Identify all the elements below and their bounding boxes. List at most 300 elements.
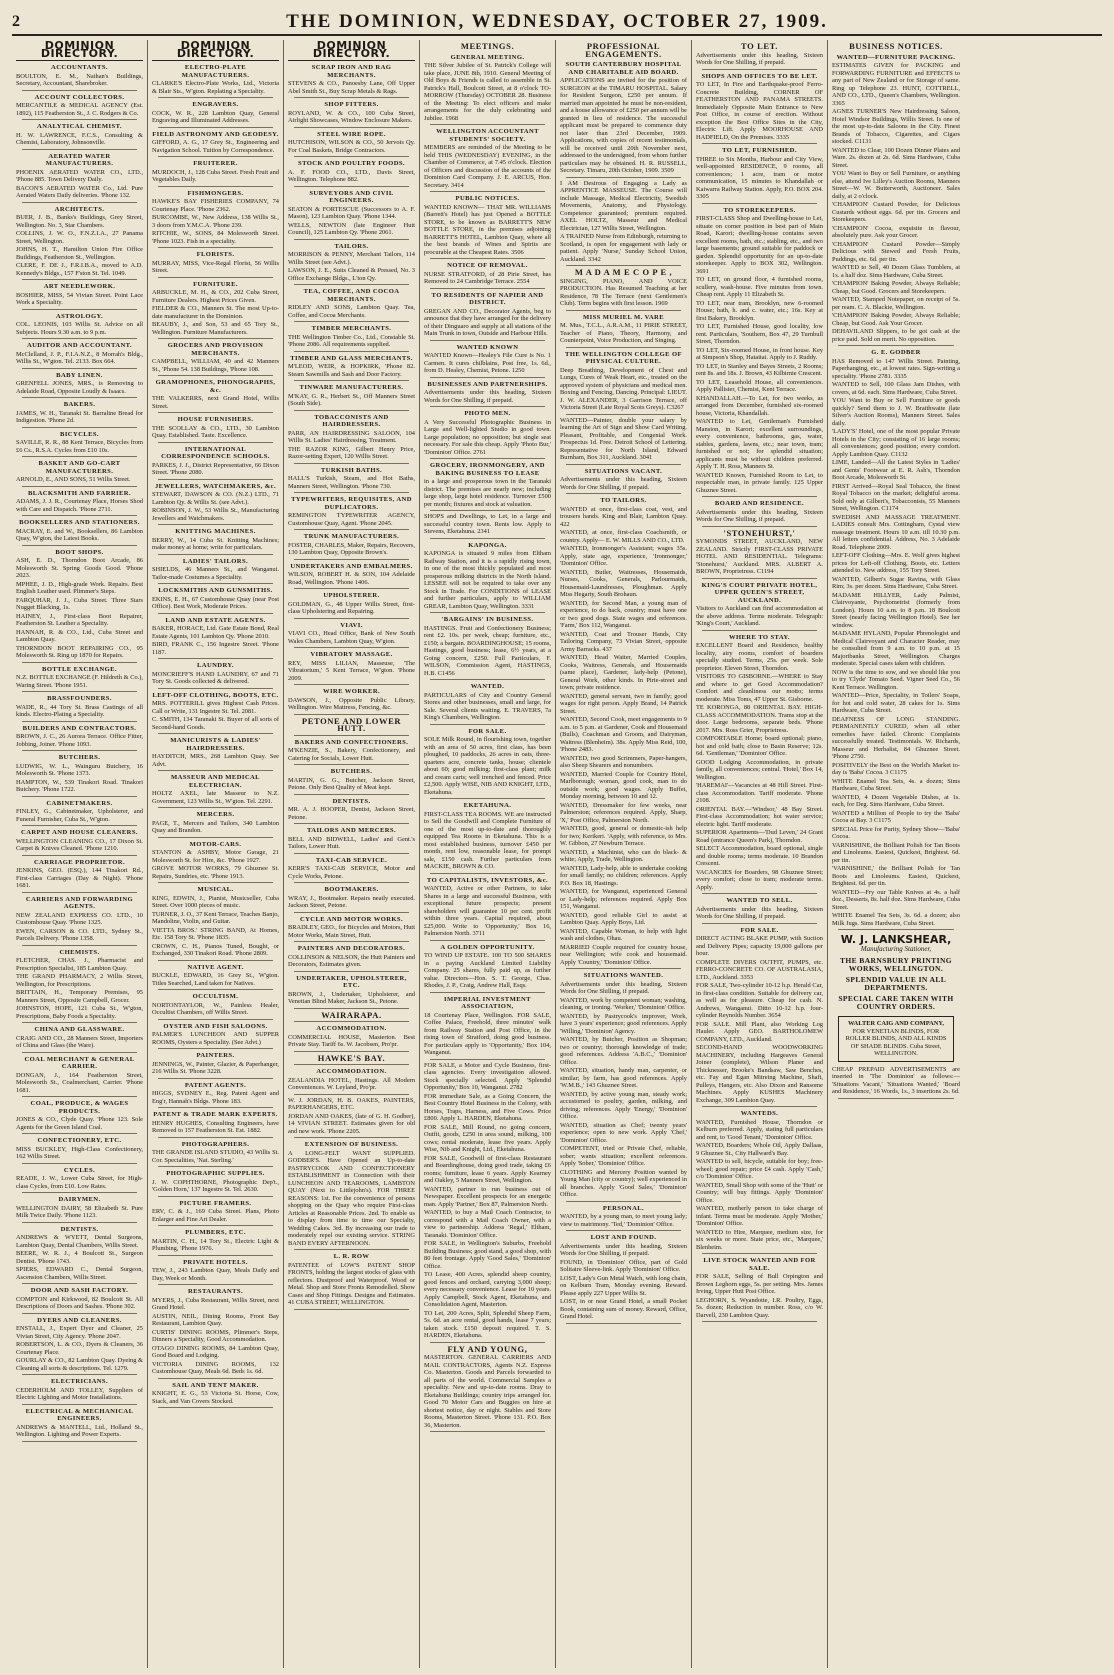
divider (294, 380, 409, 381)
listing-entry: TO Lease, 400 Acres, splendid sheep country, good fences and orchard, carrying 3,000 sheep; every necessary convenience. Lease for 10 years. Apply Campbell, Stock Agent, Eketahuna, and Consolidation Agent, Masterton. (424, 1271, 551, 1308)
section-heading: BUILDERS AND CONTRACTORS. (22, 724, 137, 732)
listing-entry: WANTED, Stamped Notepaper, on receipt of 5s. per ream. C. A. Blackie, Wellington. (832, 296, 960, 311)
listing-entry: 'CHAMPION' Custard Powder, for Delicious Custards without eggs. 6d. per tin. Grocers and Storekeepers. (832, 201, 960, 223)
listing-entry: FIRST-CLASS Shop and Dwelling-house to Let, situate on corner position in best part of Main Road, Karori; dwelling-house contains seven excellent rooms, bath, etc.; stabling, etc., and two large basements; ground suitable for paddock or garden. Splendid opportunity for an up-to-date storekeeper. Apply to BOX 302, Wellington. 3691 (696, 215, 823, 275)
listing-entry: THE SCOLLAY & CO., LTD., 30 Lambton Quay. Established. Taste. Excellence. (152, 424, 279, 439)
section-heading: TEA, COFFEE, AND COCOA MERCHANTS. (303, 288, 400, 303)
listing-entry: KAPONGA is situated 9 miles from Eltham Railway Station, and it is a rapidly rising town, in one of the most thickly populated and most prosperous milking districts in the North Island. LESSEE will not be required to take over any Stock in Trade. For CONDITIONS of LEASE and further particulars, apply to WILLIAM GREAR, Lambton Quay, Wellington. 3331 (424, 550, 551, 610)
divider (158, 1019, 273, 1020)
listing-entry: MURRAY, MISS, Vice-Regal Florist, 56 Willis Street. (152, 259, 279, 274)
section-heading: COAL, PRODUCE, & WAGES PRODUCTS. (30, 1100, 129, 1115)
section-heading: TINWARE MANUFACTURERS. (299, 384, 404, 391)
section-heading: ACCOUNTANTS. (51, 64, 108, 71)
listing-entry: ANDREWS & WYETT, Dental Surgeons, Lambton Quay, Dental Chambers, Willis Street. (16, 1234, 143, 1249)
divider (430, 798, 545, 799)
listing-entry: ESTIMATES GIVEN for PACKING and FORWARDING FURNITURE and EFFECTS to any part of New Zealand or for Storage of same. Ring up Telephone 23. HUNT, COTTRELL, AND CO., LTD., Queen's Chambers, Wellington. 3365 (832, 62, 960, 107)
listing-entry: MURDOCH, J., 128 Cuba Street. Fresh Fruit and Vegetables Daily. (152, 168, 279, 183)
divider (430, 191, 545, 192)
section-heading: MERCERS. (196, 811, 235, 818)
ad-line: Manufacturing Stationer, (860, 944, 932, 953)
listing-entry: WANTED to Sell, 40 Dozen Glass Tumblers, at 1s. a half doz. Sims Hardware, Cuba Street. (832, 264, 960, 279)
listing-entry: WANTED, Butler, Waitresses, Housemaids, Nurses, Cooks, Generals, Parlourmaids, Housemaid-Laundresses, Ploughman. Apply Miss Hegarty, South Brohaun. (560, 568, 687, 598)
listing-entry: PALMER'S LUNCHEON AND SUPPER ROOMS, Oysters a Speciality. (See Advt.) (152, 1031, 279, 1046)
listing-entry: CLARKE'S Electro-Plate Works, Ltd., Victoria & Blair Sts., W'gton. Replating a Speciality. (152, 80, 279, 95)
listing-entry: AGNES TURNER'S New Hairdressing Saloon, Hotel Windsor Buildings, Willis Street. Is one of the most up-to-date Saloons in the City. Finest Brands of Tobacco, Cigarettes, and Cigars stocked. C1131 (832, 108, 960, 145)
section-heading: TAILORS. (334, 242, 369, 250)
section-heading: BUTCHERS. (330, 768, 373, 775)
section-heading: DYERS AND CLEANERS. (37, 1316, 122, 1324)
listing-entry: TURNER, J. O., 37 Kent Terrace, Teaches Banjo, Mandoline, Violin, and Guitar. (152, 910, 279, 925)
listing-entry: NOW is the time to sow, and we should like you to try 'Clyde' Tomato Seed. Vigner Seed Co., 56 Kent Terrace. Wellington. (832, 668, 960, 691)
listing-entry: WANTED to Sell, 100 Glass Jam Dishes, with covers, at 6d. each. Sims Hardware, Cuba Street. (832, 381, 960, 396)
listing-entry: TO LET, in Stanley and Bayes Streets, 2 Rooms; rent 8s. and 18s. J. Brown, 43 Kilbirnie Crescent. (696, 362, 823, 377)
section-heading: LIVE STOCK WANTED AND FOR SALE. (703, 1257, 816, 1272)
divider (702, 1321, 817, 1322)
section-heading: CARRIAGE PROPRIETOR. (33, 858, 126, 866)
section-heading: RESTAURANTS. (187, 1288, 244, 1295)
divider (294, 1021, 409, 1022)
section-heading: HOUSE FURNISHERS. (177, 416, 254, 423)
listing-entry: LOST, Lady's Gun Metal Watch, with long chain, on Kelburn Tram, Monday evening. Reward. Please apply 227 Upper Willis St. (560, 1274, 687, 1297)
section-heading: ACCOMMODATION. (316, 1068, 387, 1075)
section-heading: FLORISTS. (196, 251, 235, 258)
divider (158, 613, 273, 614)
section-heading: WANTED—FURNITURE PACKING. (836, 53, 956, 61)
section-heading: PETONE AND LOWER HUTT. (301, 715, 402, 733)
listing-entry: FOSTER, CHARLES, Maker, Repairs, Recovers, 130 Lambton Quay, Opposite Brown's. (288, 541, 416, 556)
listing-entry: HENRY HUGHES, Consulting Engineers, have Removed to 157 Featherston St. Est. 1882. (152, 1119, 279, 1134)
listing-entry: A. F. FOOD CO., LTD., Davis Street, Wellington. Telephone 882. (288, 168, 415, 183)
listing-entry: HAS Removed to 147 Willis Street. Painting, Paperhanging, etc., at lowest rates. Sign-writing a speciality. 'Phone 2781. 3335 (832, 357, 960, 380)
listing-entry: BROWN, J., Undertaker, Upholsterer, and Venetian Blind Maker, Jackson St., Petone. (288, 990, 415, 1005)
listing-entry: VICTORIA DINING ROOMS, 132 Customhouse Quay, Meals 6d. Beds 1s. 6d. (152, 1360, 279, 1375)
listing-entry: ARNOLD, E., AND SONS, 51 Willis Street. (16, 476, 131, 483)
listing-entry: THE RAZOR KING, Gilbert Henry Price, Razor-setting Expert, 120 Willis Street. (288, 445, 415, 460)
divider (22, 202, 137, 203)
section-heading: WANTEDS. (740, 1110, 779, 1117)
section-heading: TOBACCONISTS AND HAIRDRESSERS. (314, 413, 389, 428)
listing-entry: CURTIS' DINING ROOMS, Plimmer's Steps, Dinners a Speciality, Good Accommodation. (152, 1328, 279, 1343)
divider (294, 618, 409, 619)
listing-entry: DONGAN, J., 164 Featherston Street, Molesworth St., Coalmerchant, Carrier. 'Phone 1681. (16, 1071, 143, 1094)
listing-entry: WANTED, Ironmonger's Assistant; wages 35s. Apply, state age, experience, 'Ironmonger,' 'Dominion' Office. (560, 545, 687, 567)
listing-entry: WANTED, Furnished House, Thorndon or Kelburn preferred. Apply, stating full particulars and rent, to 'Good Tenant,' 'Dominion' Office. (696, 1118, 823, 1141)
section-heading: GROCERS AND PROVISION MERCHANTS. (167, 342, 264, 357)
listing-entry: REY, MISS LILIAN, Masseuse, 'The Vibratorium,' 5 Kent Terrace, W'gton. 'Phone 2009. (288, 659, 415, 682)
listing-entry: FINLEY, G., Cabinetmaker, Upholsterer, and Funeral Furnisher, Cuba St., W'gton. (16, 808, 143, 823)
section-heading: CARRIERS AND FORWARDING AGENTS. (25, 895, 134, 910)
listing-entry: WANTED, at once, first-class Coachsmith, or country. Apply— E. W. MILLS AND CO., LTD. (560, 529, 687, 544)
listing-entry: WANTED at once, first-class coat, vest, and trousers hands. King and Blair, Lambton Quay. 422 (560, 505, 687, 528)
divider (430, 124, 545, 125)
divider (294, 410, 409, 411)
listing-entry: EXCELLENT Board and Residence, healthy locality, airy rooms, comfort of boarders specially studied. Terms, 25s. per week. Sole proprietor. Eleven Street, Thorndon. (696, 642, 823, 672)
divider (158, 1048, 273, 1049)
section-heading: BOOT SHOPS. (55, 548, 104, 556)
divider (294, 97, 409, 98)
divider (566, 1323, 681, 1324)
listing-entry: WANTED, by active young man, steady work; accustomed to poultry, garden, milking, and driving; references. Apply 'Energy,' 'Dominion' Office. (560, 1090, 687, 1120)
section-heading: BAKERS AND CONFECTIONERS. (294, 738, 409, 746)
listing-entry: HASTINGS. Fruit and Confectionery Business; rent £2. 10s. per week, cheap; furniture, etc., £150; a bargain. BOARDINGHOUSE; 15 rooms, Hastings, good business; lease, 6½ years, at a Going concern, £250. Full Particulars, F. WILSON, Commission Agent, HASTINGS, H.B. C1456 (424, 624, 551, 677)
section-heading: LEFT-OFF CLOTHING, BOOTS, ETC. (152, 691, 279, 699)
section-heading: WANTED KNOWN (456, 343, 519, 351)
divider (158, 1255, 273, 1256)
listing-entry: MR. A. J. HOOPER, Dentist, Jackson Street, Petone. (288, 806, 415, 821)
listing-entry: TO LET, In Fire and Earthquake-proof Ferro-Concrete Building, CORNER OF FEATHERSTON AND PANAMA STREETS. Immediately Opposite Main Entrance to New Post Office, in course of erection. Without exception the Best Office Sites in the City, Electric Lift. Apply MOORHOUSE AND HADFIELD, On the Premises. 3335 (696, 81, 823, 141)
divider (294, 714, 409, 715)
listing-entry: TO WIND UP ESTATE. 100 TO 500 SHARES in a paying Auckland Limited Liability Company. 25 shares, fully paid up, as further value. Directors—Hon. S. T. George, Chas. Rhodes, J. P., Craig, Andrew Hall, Esqs. (424, 952, 551, 989)
listing-entry: MORRISON & PENNY, Merchant Tailors, 114 Willis Street (see Advt.). (288, 251, 415, 266)
listing-entry: FOR SALE, a Motor and Cycle Business, first-class agencies. Every investigation allowed. Stock specially selected. Apply 'Splendid Opportunity,' Box 10, Wanganui. 2782 (424, 1061, 551, 1091)
divider (430, 940, 545, 941)
listing-entry: THE GRANDE ISLAND STUDIO, 43 Willis St. Cor. Specialities, 'Nat. Sterling.' (152, 1149, 279, 1164)
listing-entry: LEGHORN, S. Wyandotte, I.R. Poultry, Eggs, 5s. dozen; Reduction in number. Ross, c/o W. Darvell, 230 Lambton Quay. (696, 1296, 823, 1319)
listing-entry: DEHAVILAND Slippers, to be got cash at the price paid. Sold on merit. No opposition. (832, 328, 960, 343)
divider (22, 149, 137, 150)
listing-entry: JONES & CO., Clyde Quay. 'Phone 123. Sole Agents for the Green Island Coal. (16, 1116, 143, 1131)
listing-entry: BOULTON, E. M., Nathan's Buildings, Secretary, Accountant, Sharebroker. (16, 72, 143, 87)
section-heading: OYSTER AND FISH SALOONS. (163, 1022, 268, 1030)
listing-entry: H. W. LAWRENCE, F.C.S., Consulting & Chemist, Laboratory, Johnsonville. (16, 131, 143, 146)
section-heading: STOCK AND POULTRY FOODS. (298, 160, 405, 167)
section-heading: 'STONEHURST,' (723, 527, 796, 538)
listing-entry: WANTED—Fry our Table Knives at 4s. a half doz., Desserts, 8s. half doz. Sims Hardware, Cuba Street. (832, 888, 960, 911)
listing-entry: CHEAP PREPAID ADVERTISEMENTS are inserted in 'The Dominion' as follows:— 'Situations Vacant,' 'Situations Wanted,' 'Board and Residence,' 16 Words, 1s., 3 insertions 2s. 6d. (832, 1065, 960, 1095)
section-heading: FIELD ASTRONOMY AND GEODESY. (152, 130, 279, 138)
divider (430, 340, 545, 341)
section-heading: SITUATIONS WANTED. (583, 972, 664, 979)
section-heading: FRUITERER. (193, 160, 238, 167)
divider (294, 823, 409, 824)
divider (566, 310, 681, 311)
divider (22, 486, 137, 487)
divider (838, 345, 954, 346)
section-heading: ELECTRICAL & MECHANICAL ENGINEERS. (25, 1407, 134, 1422)
listing-entry: BUCKLE, EDWARD, 16 Grey St., W'gton. Titles Searched, Land taken for Natives. (152, 972, 279, 987)
listing-entry: TO LET, Leasehold House, all conveniences. Apply Pallister, Chemist, Kent Terrace. (696, 378, 823, 393)
listing-entry: WANTED Known, Furnished Room to Let, to respectable man, in private family. 125 Upper Ghuznee Street. (696, 471, 823, 494)
divider (294, 684, 409, 685)
listing-entry: Advertisements under this heading, Sixteen Words for One Shilling, if prepaid. (424, 389, 551, 404)
divider (22, 1313, 137, 1314)
listing-entry: COL. LEONIS, 103 Willis St. Advice on all Subjects. Hours 9.30 a.m. to 9 p.m. (16, 321, 143, 336)
section-heading: WIRE WORKER. (322, 688, 381, 695)
section-heading: TO TAILORS. (600, 497, 647, 504)
divider (158, 277, 273, 278)
listing-entry: GIFFORD, A. G., 17 Grey St., Engineering and Navigation School. Tuition by Correspondence. (152, 139, 279, 154)
divider (158, 1137, 273, 1138)
listing-entry: KERR'S TAXI-CAB SERVICE, Motor and Cycle Works, Petone. (288, 865, 415, 880)
section-heading: TIMBER MERCHANTS. (311, 325, 392, 332)
divider (22, 796, 137, 797)
listing-entry: Advertisements under this heading, Sixteen Words for One Shilling, if prepaid. (560, 980, 687, 995)
masthead (12, 10, 1102, 36)
listing-entry: WANTED, Second Cook, meet engagements to 9 a.m. to 5 p.m. at Gardener, Cook and Housemaid (Bulls), Coachman and Groom, and Dairyman, Waitress (Blenheim). 38s. Apply Miss Reid, 100, 'Phone 2483. (560, 716, 687, 753)
section-heading: COAL MERCHANT & GENERAL CARRIER. (24, 1055, 135, 1070)
section-heading: FLY AND YOUNG, (447, 1343, 528, 1354)
divider (22, 90, 137, 91)
divider (158, 770, 273, 771)
column-3 (284, 40, 420, 1668)
divider (158, 837, 273, 838)
listing-entry: WANTED Known—Healey's File Cure is No. 1 Carmen. It cures chilblains, Post free, 1s. 6d., from D. Healey, Chemist, Petone. 1250 (424, 352, 551, 374)
listing-entry: HAWKE'S BAY FISHERIES COMPANY, 74 Courtenay Place. 'Phone 2362. (152, 198, 279, 213)
divider (294, 794, 409, 795)
section-heading: MANICURISTS & LADIES' HAIRDRESSERS. (170, 737, 261, 752)
listing-entry: WANTED, for Wanganui, experienced General or Lady-help; references required. Apply Box 151, Wanganui. (560, 888, 687, 910)
listing-entry: ROYLAND, W. & CO., 100 Cuba Street, Airlight Showcases, Window Enclosure Makers. (288, 109, 415, 124)
section-heading: CYCLES. (63, 1166, 96, 1174)
listing-entry: DIRECT ACTING BLAKE PUMP, with Suction and Delivery Pipes; capacity 19,000 gallons per hour. (696, 935, 823, 957)
divider (430, 377, 545, 378)
section-heading: PLUMBERS, ETC. (185, 1229, 246, 1236)
divider (158, 186, 273, 187)
divider (566, 968, 681, 969)
listing-entry: 'CHAMPION' Custard Powder—Simply Delicious with Stewed and Fresh Fruits, Puddings, etc. 6d. per tin. (832, 240, 960, 263)
listing-entry: COMMERCIAL HOUSE, Masterton. Best Private Stay. Tariff 6s. W. Jacobsen, Pro'pr. (288, 1033, 415, 1048)
section-heading: ACCOMMODATION. (316, 1025, 387, 1032)
listing-entry: WELLINGTON CLEANING CO., 17 Dixon St. Carpet & Knives Cleaned. 'Phone 1210. (16, 837, 143, 852)
listing-entry: STEWART, DAWSON & CO. (N.Z.) LTD., 71 Lambton Qy. & Willis St. (see Advt.). (152, 491, 279, 506)
section-heading: CARPET AND HOUSE CLEANERS. (21, 829, 138, 836)
divider (294, 853, 409, 854)
section-heading: 'BARGAINS' IN BUSINESS. (441, 616, 534, 623)
listing-entry: MISS BUCKLEY, High-Class Confectionery, 162 Willis Street. (16, 1145, 143, 1160)
divider (294, 284, 409, 285)
divider (430, 258, 545, 259)
divider (838, 1098, 954, 1099)
listing-entry: SUPERIOR Apartments—'Dud Leven,' 24 Grant Road (entrance Queen's Park), Thorndon. (696, 829, 823, 844)
section-heading: LOCKSMITHS AND GUNSMITHS. (158, 587, 273, 594)
divider (294, 1249, 409, 1250)
listing-entry: 'CHAMPION' Baking Powder, Always Reliable; Cheap, but Good. Grocers and Storekeepers. (832, 280, 960, 295)
listing-entry: FARQUHAR, J. J., Cuba Street. Three Stars Nugget Blacking, 1s. (16, 596, 143, 611)
section-heading: TRUNK MANUFACTURERS. (303, 533, 400, 540)
divider (22, 397, 137, 398)
divider (430, 1059, 545, 1060)
section-heading: GRAMOPHONES, PHONOGRAPHS, &c. (155, 379, 276, 394)
section-heading: EXTENSION OF BUSINESS. (304, 1141, 399, 1148)
listing-entry: A LONG-FELT WANT SUPPLIED. GODBER'S. Have Opened an Up-to-date PASTRYCOOK AND CONFECTIONERY ESTABLISHMENT in Connection with their LUNCHEON AND TEAROOMS, LAMBTON QUAY (Next to Littlejohn's). FOR THREE REASONS: 1st. For the convenience of persons shopping on the Quay who require First-class Articles at Reasonable Prices. 2nd. To enable us to display from time to time our Specialty, Wedding Cakes. 3rd. By increasing our trade to moderately repel our existing service. STRING BAND EVERY AFTERNOON. (288, 1149, 415, 1247)
listing-entry: WANTED to Clear, 100 Dozen Dinner Plates and Ware. 2s. dozen at 2s. 6d. Sims Hardware, Cuba Street. (832, 146, 960, 169)
divider (158, 1166, 273, 1167)
section-heading: BOOKSELLERS AND STATIONERS. (19, 519, 140, 526)
divider (158, 1225, 273, 1226)
listing-entry: CROWN, C. H., Pianos Tuned, Bought, or Exchanged, 330 Tinakori Road. 'Phone 2809. (152, 942, 279, 957)
column-5 (556, 40, 692, 1668)
section-heading: PUBLIC NOTICES. (455, 195, 520, 202)
listing-entry: TO LET, Furnished House, good locality, low rent. Particulars, 'Southern, Box 47, 29 Turnbull Street, Thorndon. (696, 323, 823, 345)
listing-entry: NURSE STRATFORD, of 28 Pirie Street, has Removed to 24 Cambridge Terrace. 2554 (424, 270, 551, 285)
section-heading: PHOTOGRAPHERS. (181, 1140, 250, 1148)
divider (294, 239, 409, 240)
listing-entry: SECOND-HAND WOODWORKING MACHINERY, including Hargeaves General Joiner (complete), Wilson Planer and Thicknesser, Brooke's Bandsaw, Saw Benches, etc. Fay and Egan Mitreing Machine, Shaft, Pulleys, Hangers, etc. Also Dixon and Ransome Machines. Apply KUSHES Machinery Exchange, 309 Lambton Quay. (696, 1044, 823, 1104)
divider (158, 247, 273, 248)
section-heading: UNDERTAKERS AND EMBALMERS. (290, 562, 413, 570)
listing-entry: SWEDISH AND MASSAGE TREATMENT. LADIES consult Mrs. Cottingham, Cystal view massage treatment. Hours 10 a.m. till 10.30 p.m. All letters confidential. Address, No. 3 Adelaide Road. Telephone 2009. (832, 513, 960, 551)
listing-entry: FIRST-CLASS TEA ROOMS. WE are instructed to Sell the Goodwill and Complete Furniture of one of the most up-to-date and thoroughly equipped Tea Rooms in Eketahuna. This is a most established business, turnover £450 per month, rent low, reasonable lease, for prompt sale, £150 cash. Further particulars from MACKIE, BROWN & CO. (424, 810, 551, 870)
listing-entry: REMINGTON TYPEWRITER AGENCY, Customhouse Quay, Agent. 'Phone 2045. (288, 512, 415, 527)
divider (158, 989, 273, 990)
divider (702, 578, 817, 579)
divider (566, 177, 681, 178)
divider (566, 493, 681, 494)
section-heading: FISHMONGERS. (187, 189, 244, 197)
section-heading: BRASSFOUNDERS. (47, 695, 112, 702)
section-heading: LAND AND ESTATE AGENTS. (165, 616, 266, 624)
listing-entry: 'CHAMPION' Baking Powder, Always Reliable; Cheap, but Good. Ask Your Grocer. (832, 312, 960, 327)
divider (158, 733, 273, 734)
divider (566, 1201, 681, 1202)
section-heading: LOST AND FOUND. (590, 1234, 657, 1241)
listing-entry: BELL AND BIDWELL, Ladies' and Gent.'s Tailors, Lower Hutt. (288, 835, 415, 850)
listing-entry: OTAGO DINING ROOMS, 84 Lambton Quay, Good Board and Lodging. (152, 1344, 279, 1359)
divider (22, 721, 137, 722)
listing-entry: FOR SALE, in Wellington's Suburbs, Freehold Building Business; good stand, a good shop, with 80 feet frontage. Apply 'Good Sales,' 'Dominion' Office. (424, 1240, 551, 1270)
divider (294, 492, 409, 493)
divider (566, 464, 681, 465)
listing-entry: JENNINGS, W., Painter, Glazier, & Paperhanger, 216 Willis St. 'Phone 3228. (152, 1060, 279, 1075)
listing-entry: THE GRAND PHARMACY, 2 Willis Street, Wellington, for Prescriptions. (16, 973, 143, 988)
section-heading: AUDITOR AND ACCOUNTANT. (26, 342, 132, 349)
section-heading: PERSONAL. (602, 1204, 645, 1212)
divider (430, 510, 545, 511)
listing-entry: TO LET, near tram, Brooklyn, new 6-roomed House; bath, h. and c. water, etc.; 16s. Key at first Bakery, Brooklyn. (696, 299, 823, 322)
listing-entry: THORNDON BOOT REPAIRING CO., 95 Molesworth St. Ring up 1870 for Repairs. (16, 644, 143, 659)
divider (158, 412, 273, 413)
section-heading: EKETAHUNA. (463, 802, 512, 809)
section-heading: PRIVATE HOTELS. (183, 1258, 248, 1266)
section-heading: MASSEUR AND MEDICAL ELECTRICIAN. (171, 774, 260, 789)
divider (566, 414, 681, 415)
listing-entry: WANTED—Painter, double your salary by learning the Art of Sign and Show Card Writing. Pleasant, Profitable, and Congenial Work. Prospectus 1d. Free. Detroit School of Lettering. Representative for North Island, Edward Burnham, Box 311, Auckland. 3041 (560, 416, 687, 461)
divider (22, 945, 137, 946)
listing-entry: WANTED, situation as Chef; twenty years' experience; open to new work. Apply 'Chef,' 'Dominion' Office. (560, 1121, 687, 1144)
section-heading: LADIES' TAILORS. (182, 557, 249, 565)
divider (430, 679, 545, 680)
listing-entry: WANTED, by a young man, to meet young lady; view to matrimony. 'Ted,' 'Dominion' Office. (560, 1213, 687, 1228)
listing-entry: Advertisements under this heading, Sixteen Words for One Shilling, if prepaid. (696, 508, 823, 523)
section-heading: SITUATIONS VACANT. (584, 467, 663, 475)
listing-entry: FIELDER & CO., Manners St. The most Up-to-date manufacturer in the Dominion. (152, 305, 279, 320)
section-heading: PATENT & TRADE MARK EXPERTS. (153, 1111, 278, 1118)
listing-entry: 'LADY'S' Hotel, one of the most popular Private Hotels in the City; consisting of 16 large rooms; all conveniences; good position; every comfort. Apply Lambton Quay. C1132 (832, 428, 960, 458)
section-heading: DENTISTS. (60, 1225, 99, 1233)
divider (158, 1196, 273, 1197)
listing-entry: READE, J. W., Lower Cuba Street, for High-class Cycles, from £10. Low Rates. (16, 1175, 143, 1190)
listing-entry: 18 Courtenay Place, Wellington. FOR SALE, Coffee Palace, Freehold, three minutes' walk from Railway Station and Post Office, in the rising town of Stratford, doing good business. For particulars apply to 'Opportunity,' Box 104, Wanganui. (424, 1011, 551, 1056)
section-heading: TO LET, FURNISHED. (722, 147, 797, 154)
divider (294, 1137, 409, 1138)
listing-entry: MONCRIEFF'S HAND LAUNDRY, 67 and 71 Tory St. Goods collected & delivered. (152, 670, 279, 685)
divider (158, 442, 273, 443)
listing-entry: COLLINS, J. W. O., F.N.Z.I.A., 27 Panama Street, Wellington. (16, 230, 143, 245)
lankshear-advertisement (832, 933, 960, 1011)
listing-entry: HOLTZ AXEL, late Masseur to N.Z. Government, 123 Willis St., W'gton. Tel. 2291. (152, 790, 279, 805)
section-heading: KNITTING MACHINES. (175, 528, 256, 535)
listing-entry: MEMBERS are reminded of the Meeting to be held THIS (WEDNESDAY) EVENING, in the Chamber of Commerce, at 7.45 o'clock. Election of Officers and discussion of the accounts of the Dominion Card Company. J. E. ARCUS, Hon. Secretary. 3414 (424, 144, 551, 189)
listing-entry: THE VALKERRS, next Grand Hotel, Willis Street. (152, 395, 279, 410)
listing-entry: MASTERTON. GENERAL CARRIERS AND MAIL CONTRACTORS, Agents N.Z. Express Co. Masterton. Goods and Parcels forwarded to all parts of the world. Commercial Samples a speciality. New and up-to-date rooms. Dray to Eketahuna Buildings; country trips arranged for. Good 70 Motor Cars and Buggies on hire at shortest notice, day or night. Stables and Store Rooms, Masterton Street. 'Phone 131. P.O. Box 36, Masterton. (424, 1354, 551, 1429)
listing-entry: LUDWIG, W. L., Wainguru Butchery, 16 Molesworth St. 'Phone 1373. (16, 762, 143, 777)
divider (294, 186, 409, 187)
advertiser-name: W. J. LANKSHEAR, (840, 933, 952, 946)
divider (158, 960, 273, 961)
listing-entry: HAYDITCH, MRS., 268 Lambton Quay. See Advt. (152, 753, 279, 768)
divider (22, 691, 137, 692)
section-heading: WHERE TO STAY. (728, 633, 790, 641)
listing-entry: KING, EDWIN, J., Pianist, Musicseller, Cuba Street. Over 1000 pieces of music. (152, 894, 279, 909)
divider (22, 1096, 137, 1097)
listing-entry: WANTED, 4 Dozen Vegetable Dishes, at 1s. each, for Deg. Sims Hardware, Cuba Street. (832, 793, 960, 808)
listing-entry: WILSON, ROBERT H. & SON, 104 Adelaide Road, Wellington. 'Phone 1406. (288, 571, 415, 586)
listing-entry: BACON'S AERATED WATER Co., Ltd. Pure Aerated Waters Daily deliveries. 'Phone 132. (16, 184, 143, 199)
divider (22, 119, 137, 120)
listing-entry: BIRD, FRANK C., 156 Ingestre Street. 'Phone 1187. (152, 641, 279, 656)
listing-entry: FOR SALE, Goodwill of first-class Restaurant and Boardinghouse, doing good trade, taking £6 rooms; furniture, lease 6 years. Apply Kearney and Oakley, 5 Manners Street, Wellington. (424, 1154, 551, 1184)
section-heading: UNDERTAKER, UPHOLSTERER, ETC. (296, 974, 407, 989)
ad-line: FOR VENETIAN BLINDS, FOR ROLLER BLINDS, AND ALL KINDS OF SHADE BLINDS. Cuba Street, WELLINGTON. (845, 1027, 947, 1057)
divider (294, 1051, 409, 1052)
divider (294, 463, 409, 464)
listing-entry: WANTED, Active or other Partners, to take Shares in a large and successful Business, with exceptional future prospects; present shareholders will guarantee 10 per cent. profit within three years. Capital required, about £25,000. Write to 'Opportunity,' Box 16, Palmerston North. 3711 (424, 885, 551, 937)
section-heading: TO CAPITALISTS, INVESTORS, &c. (426, 876, 549, 884)
section-heading: AERATED WATER MANUFACTURERS. (45, 152, 114, 167)
listing-entry: BOSHIER, MISS, 54 Vivian Street. Point Lace Work a Speciality. (16, 291, 143, 306)
section-heading: GROCERY, IRONMONGERY, AND BAKING BUSINESS TO LEASE (430, 462, 545, 477)
listing-entry: CEDERHOLM AND TOLLEY, Suppliers of Electric Lighting and Motor Installations. (16, 1386, 143, 1401)
listing-entry: WHITE Enamel Tea Sets, 3s. 6d. a dozen; also Milk Jugs. Sims Hardware, Cuba Street. (832, 912, 960, 927)
divider (158, 807, 273, 808)
divider (430, 992, 545, 993)
listing-entry: WANTED to sell, bicycle, suitable for boy; free-wheel; good repair; price £4 cash. Apply 'Cash,' c/o 'Dominion' Office. (696, 1158, 823, 1180)
section-heading: WANTED TO SELL. (726, 897, 793, 904)
divider (294, 529, 409, 530)
section-heading: VIBRATORY MASSAGE. (310, 651, 393, 658)
listing-entry: RITCHIE, W., SONS, 84 Molesworth Street. 'Phone 1023. Fish in a speciality. (152, 230, 279, 245)
directory-heading: DOMINION DIRECTORY. (288, 40, 415, 61)
section-heading: ANALYTICAL CHEMIST. (37, 123, 122, 130)
listing-entry: WANTED, Boarders; Whole Oil, Apply Dallaas, 9 Ghuznee St., City Hallward's Bay. (696, 1142, 823, 1157)
listing-entry: CLOTHING and Mercery Position wanted by Young Man (city or country); well experienced in all branches. Apply 'Good Sales,' 'Dominion' Office. (560, 1168, 687, 1198)
listing-entry: PATENTEE of LOW'S PATENT SHOP FRONTS, holding the largest stocks of glass with reflectors. Dustproof and Waterproof. Wood or Metal. Shop and Store Fronts Remodelled. Show Cases and Shop Fittings. Designs and Estimates. 41 CUBA STREET, WELLINGTON. (288, 1261, 415, 1306)
divider (22, 1163, 137, 1164)
boxed-advertisement (838, 1016, 954, 1062)
column-6 (692, 40, 828, 1668)
divider (158, 156, 273, 157)
listing-entry: PARR, AN HAIRDRESSING SALOON, 104 Willis St. Ladies' Hairdressing, Treatment. (288, 429, 415, 444)
listing-entry: WANTED to Let, Gentleman's Furnished Mansion, in Karori; excellent surroundings, every convenience, bathrooms, gas, water, stables, gardens, lawns, etc.; near town, tram; furnished or not; for splendid situation; applicants must be without children preferred. Apply T. H. Ross, Manners St. (696, 418, 823, 470)
divider (22, 1283, 137, 1284)
listing-entry: ENSTALL, J., Expert Dyer and Cleaner, 25 Vivian Street, City Agency. 'Phone 2047. (16, 1325, 143, 1340)
listing-entry: BROWN, J. C., 26 Aurora Terrace. Office Fitter, Jobbing, Joiner. 'Phone 1093. (16, 733, 143, 748)
listing-entry: WANTED, Married Couple for Country Hotel, Marlborough; woman, good cook, man to do outside work; good wages. Apply Buffet, Monday morning, between 10 and 12. (560, 770, 687, 800)
section-heading: SURVEYORS AND CIVIL ENGINEERS. (309, 189, 394, 204)
divider (430, 1342, 545, 1343)
listing-entry: MARRIED Couple required for country house, near Wellington; wife cook and housemaid. Apply 'Country,' 'Dominion' Office. (560, 943, 687, 966)
listing-entry: PHOENIX AERATED WATER CO., LTD., 'Phone 885. Town Delivery Daily. (16, 168, 143, 183)
listing-entry: BRITTAIN, H., Temporary Premises, 95 Manners Street, Opposite Campbell, Grocer. (16, 989, 143, 1004)
divider (22, 309, 137, 310)
listing-entry: C. SMITH, 134 Taranaki St. Buyer of all sorts of Second-hand Goods. (152, 716, 279, 731)
section-heading: BAKERS. (63, 401, 96, 408)
listing-entry: ANDREWS & MANTELL, Ltd., Holland St., Wellington. Lighting and Power Experts. (16, 1423, 143, 1438)
section-heading: MEETINGS. (460, 41, 515, 51)
listing-entry: M'KAY, G. R., Herbert St., Off Manners Street (South Side). (288, 392, 415, 407)
divider (22, 1404, 137, 1405)
listing-entry: HUTCHISON, WILSON & CO., 50 Jervois Qy. For Coal Baskets, Bridge Contractors. (288, 139, 415, 154)
